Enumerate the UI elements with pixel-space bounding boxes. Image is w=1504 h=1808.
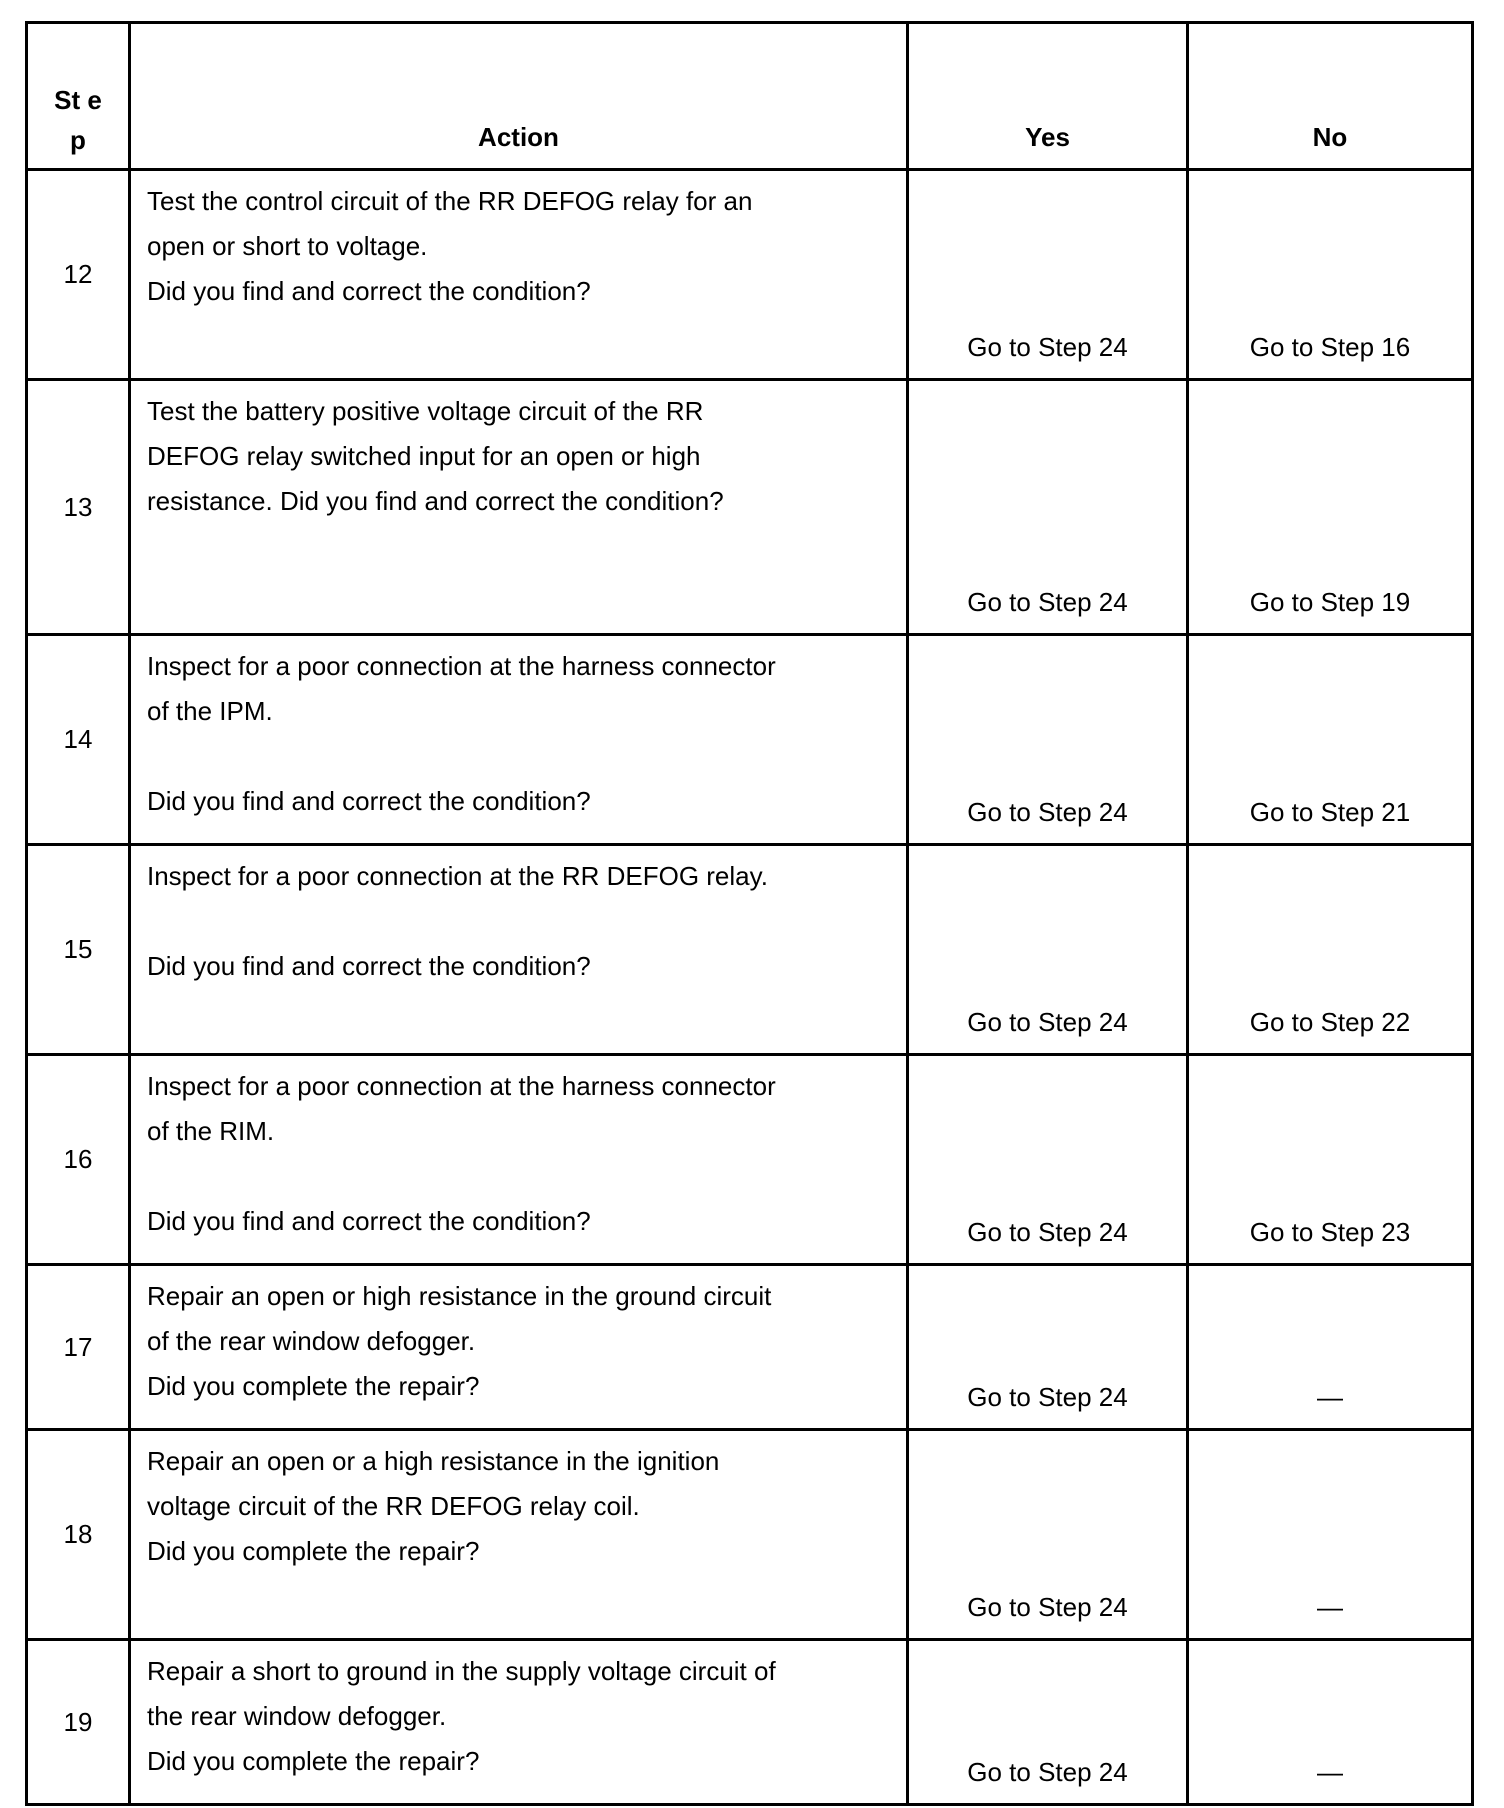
action-line: Did you find and correct the condition? — [147, 1206, 591, 1236]
header-no: No — [1188, 23, 1473, 170]
table-row — [27, 1640, 1473, 1805]
action-line: Did you find and correct the condition? — [147, 786, 591, 816]
no-result: Go to Step 19 — [1188, 380, 1473, 635]
action-line: DEFOG relay switched input for an open or high — [147, 441, 701, 471]
table-row — [27, 635, 1473, 845]
action-line: Repair an open or high resistance in the ground circuit — [147, 1281, 772, 1311]
action-text — [130, 1640, 908, 1805]
table-row — [27, 845, 1473, 1055]
no-result: Go to Step 21 — [1188, 635, 1473, 845]
action-line: Inspect for a poor connection at the harness connector — [147, 1071, 776, 1101]
action-line: Repair an open or a high resistance in the ignition — [147, 1446, 720, 1476]
no-result: — — [1188, 1430, 1473, 1640]
action-line: Inspect for a poor connection at the RR DEFOG relay. — [147, 861, 768, 891]
action-text — [130, 1055, 908, 1265]
yes-result: Go to Step 24 — [908, 170, 1188, 380]
step-number: 19 — [27, 1640, 130, 1805]
action-text — [130, 635, 908, 845]
no-result: Go to Step 22 — [1188, 845, 1473, 1055]
action-text — [130, 1430, 908, 1640]
step-number: 15 — [27, 845, 130, 1055]
no-result: Go to Step 16 — [1188, 170, 1473, 380]
yes-result: Go to Step 24 — [908, 380, 1188, 635]
action-line: Test the control circuit of the RR DEFOG relay for an — [147, 186, 753, 216]
no-result: Go to Step 23 — [1188, 1055, 1473, 1265]
action-line: Did you complete the repair? — [147, 1746, 480, 1776]
yes-result: Go to Step 24 — [908, 1265, 1188, 1430]
action-line: of the IPM. — [147, 696, 273, 726]
header-step — [27, 23, 130, 170]
table-row — [27, 1265, 1473, 1430]
action-line: Did you complete the repair? — [147, 1371, 480, 1401]
action-line: the rear window defogger. — [147, 1701, 447, 1731]
no-result: — — [1188, 1640, 1473, 1805]
action-text — [130, 170, 908, 380]
table-row — [27, 170, 1473, 380]
header-yes: Yes — [908, 23, 1188, 170]
action-line: Did you complete the repair? — [147, 1536, 480, 1566]
action-line: Repair a short to ground in the supply voltage circuit of — [147, 1656, 776, 1686]
action-line: Inspect for a poor connection at the harness connector — [147, 651, 776, 681]
action-line: of the RIM. — [147, 1116, 275, 1146]
action-line: of the rear window defogger. — [147, 1326, 476, 1356]
action-text — [130, 845, 908, 1055]
step-number: 17 — [27, 1265, 130, 1430]
step-number: 18 — [27, 1430, 130, 1640]
header-action: Action — [130, 23, 908, 170]
yes-result: Go to Step 24 — [908, 1430, 1188, 1640]
table-row — [27, 380, 1473, 635]
header-step-label: St ep — [54, 85, 102, 155]
action-line: open or short to voltage. — [147, 231, 428, 261]
step-number: 14 — [27, 635, 130, 845]
yes-result: Go to Step 24 — [908, 635, 1188, 845]
action-line: voltage circuit of the RR DEFOG relay coil. — [147, 1491, 640, 1521]
yes-result: Go to Step 24 — [908, 1055, 1188, 1265]
action-line: Did you find and correct the condition? — [147, 951, 591, 981]
yes-result: Go to Step 24 — [908, 845, 1188, 1055]
table-header-row — [27, 23, 1473, 170]
step-number: 16 — [27, 1055, 130, 1265]
yes-result: Go to Step 24 — [908, 1640, 1188, 1805]
action-text — [130, 380, 908, 635]
no-result: — — [1188, 1265, 1473, 1430]
action-line: Did you find and correct the condition? — [147, 276, 591, 306]
step-number: 12 — [27, 170, 130, 380]
diagnostic-table — [25, 21, 1474, 1806]
table-row — [27, 1430, 1473, 1640]
action-line: Test the battery positive voltage circuit of the RR — [147, 396, 704, 426]
table-row — [27, 1055, 1473, 1265]
action-line: resistance. Did you find and correct the condition? — [147, 486, 724, 516]
action-text — [130, 1265, 908, 1430]
step-number: 13 — [27, 380, 130, 635]
